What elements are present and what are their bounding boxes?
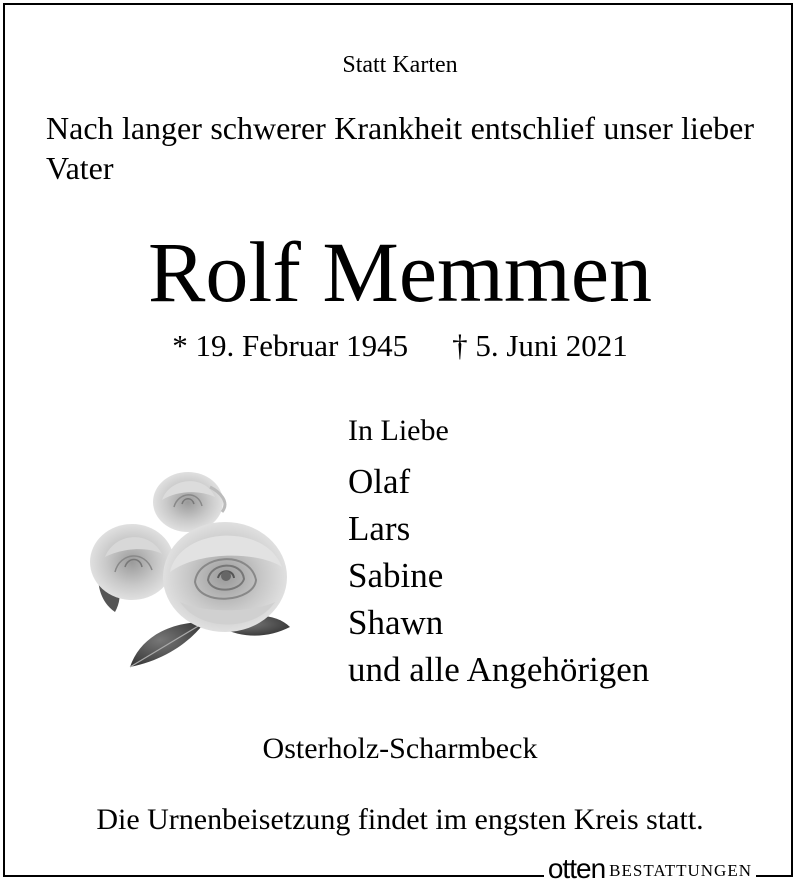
- in-love-label: In Liebe: [348, 414, 449, 447]
- deceased-name: Rolf Memmen: [148, 224, 652, 320]
- location: Osterholz-Scharmbeck: [262, 732, 538, 765]
- burial-note: Die Urnenbeisetzung findet im engsten Kreis statt.: [96, 803, 704, 836]
- intro-text: Nach langer schwerer Krankheit entschlief unser lieber Vater: [46, 110, 754, 186]
- logo-mark: otten: [547, 853, 606, 884]
- mourner-name: und alle Angehörigen: [348, 650, 650, 689]
- mourner-name: Lars: [348, 509, 411, 548]
- roses-icon: [70, 462, 310, 682]
- mourner-name: Olaf: [348, 462, 411, 501]
- logo-text: BESTATTUNGEN: [609, 861, 752, 880]
- mourner-name: Shawn: [348, 603, 444, 642]
- mourner-name: Sabine: [348, 556, 444, 595]
- birth-date: * 19. Februar 1945: [172, 328, 409, 363]
- death-date: † 5. Juni 2021: [452, 328, 628, 363]
- life-dates: [0, 328, 800, 364]
- funeral-home-logo: [544, 854, 756, 882]
- notice-header: Statt Karten: [342, 52, 458, 78]
